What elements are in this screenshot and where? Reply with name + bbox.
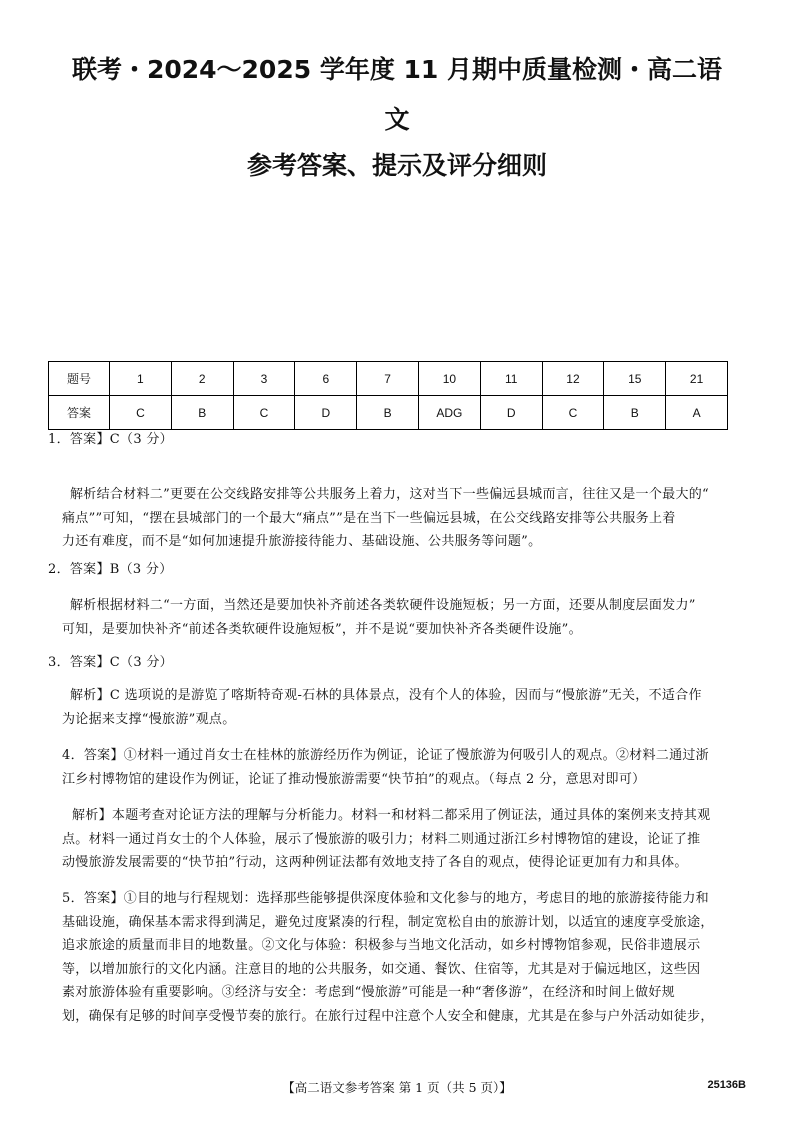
title-line-1: 联考・2024～2025 学年度 11 月期中质量检测・高二语 — [71, 55, 723, 84]
answer-cell: B — [171, 396, 233, 430]
answer-line: 追求旅途的质量而非目的地数量。②文化与体验：积极参与当地文化活动，如乡村博物馆参观，民俗非遗展示 — [62, 938, 701, 953]
question-number-row — [49, 362, 728, 396]
answer-line: 基础设施，确保基本需求得到满足，避免过度紧凑的行程，制定宽松自由的旅游计划，以适宜的速度享受旅途， — [62, 914, 714, 930]
q3-answer: 3．答案】C（3 分） — [48, 655, 173, 670]
answer-line: 等，以增加旅行的文化内涵。注意目的地的公共服务，如交通、餐饮、住宿等，尤其是对于偏远地区，这些因 — [62, 961, 701, 977]
analysis-line: 解析根据材料二“一方面，当然还是要加快补齐前述各类软硬件设施短板；另一方面，还要从制度层面发力” — [70, 598, 696, 613]
q2-analysis — [62, 594, 734, 641]
analysis-line: 点。材料一通过肖女士的个人体验，展示了慢旅游的吸引力；材料二则通过浙江乡村博物馆的建设，论证了推 — [62, 831, 701, 847]
q4-answer — [62, 744, 734, 791]
q5-answer — [62, 887, 734, 1028]
answer-cell: D — [480, 396, 542, 430]
answer-cell: ADG — [418, 396, 480, 430]
answer-cell: C — [542, 396, 604, 430]
answer-cell: C — [233, 396, 295, 430]
answer-line: 划，确保有足够的时间享受慢节奏的旅行。在旅行过程中注意个人安全和健康，尤其是在参与户外活动如徒步， — [62, 1008, 714, 1024]
analysis-line: 可知，是要加快补齐“前述各类软硬件设施短板”，并不是说“要加快补齐各类硬件设施”。 — [62, 621, 582, 637]
question-number: 15 — [604, 362, 666, 396]
q2-answer: 2．答案】B（3 分） — [48, 562, 173, 577]
question-number: 2 — [171, 362, 233, 396]
title-line-2: 文 — [384, 105, 410, 134]
answer-cell: B — [357, 396, 419, 430]
question-number: 12 — [542, 362, 604, 396]
answer-line: 5．答案】①目的地与行程规划：选择那些能够提供深度体验和文化参与的地方，考虑目的地的旅游接待能力和 — [62, 891, 709, 906]
question-number: 7 — [357, 362, 419, 396]
answer-table — [48, 361, 728, 430]
answer-cell: D — [295, 396, 357, 430]
question-number: 1 — [110, 362, 172, 396]
page-footer: 【高二语文参考答案 第 1 页（共 5 页）】 — [282, 1080, 512, 1095]
document-code: 25136B — [707, 1079, 746, 1091]
analysis-line: 解析结合材料二”更要在公交线路安排等公共服务上着力，这对当下一些偏远县城而言，往往又是一个最大的“ — [70, 487, 709, 502]
answer-line: 4．答案】①材料一通过肖女士在桂林的旅游经历作为例证，论证了慢旅游为何吸引人的观点。②材料二通过浙 — [62, 748, 709, 763]
q4-analysis — [62, 804, 734, 875]
answer-line: 素对旅游体验有重要影响。③经济与安全：考虑到“慢旅游”可能是一种“奢侈游”，在经济和时间上做好规 — [62, 985, 675, 1000]
row-label-number: 题号 — [49, 362, 110, 396]
q1-analysis — [62, 483, 734, 554]
question-number: 21 — [666, 362, 728, 396]
question-number: 11 — [480, 362, 542, 396]
q1-answer: 1．答案】C（3 分） — [48, 432, 173, 447]
analysis-line: 痛点””可知，“摆在县城部门的一个最大“痛点””是在当下一些偏远县城，在公交线路安排等公共服务上着 — [62, 510, 676, 526]
answer-line: 江乡村博物馆的建设作为例证，论证了推动慢旅游需要“快节拍”的观点。（每点 2 分，意思对即可） — [62, 771, 646, 787]
analysis-line: 解析】本题考查对论证方法的理解与分析能力。材料一和材料二都采用了例证法，通过具体的案例来支持其观 — [72, 808, 711, 823]
question-number: 3 — [233, 362, 295, 396]
row-label-answer: 答案 — [49, 396, 110, 430]
answer-cell: B — [604, 396, 666, 430]
analysis-line: 解析】C 选项说的是游览了喀斯特奇观-石林的具体景点，没有个人的体验，因而与“慢旅游”无关，不适合作 — [70, 688, 702, 703]
answer-cell: A — [666, 396, 728, 430]
answer-row — [49, 396, 728, 430]
q3-analysis — [62, 684, 734, 731]
analysis-line: 力还有难度，而不是“如何加速提升旅游接待能力、基础设施、公共服务等问题”。 — [62, 534, 542, 549]
analysis-line: 动慢旅游发展需要的“快节拍”行动，这两种例证法都有效地支持了各自的观点，使得论证更加有力和具体。 — [62, 855, 688, 870]
question-number: 10 — [418, 362, 480, 396]
answer-cell: C — [110, 396, 172, 430]
question-number: 6 — [295, 362, 357, 396]
analysis-line: 为论据来支撑“慢旅游”观点。 — [62, 711, 236, 727]
subtitle: 参考答案、提示及评分细则 — [246, 151, 547, 180]
